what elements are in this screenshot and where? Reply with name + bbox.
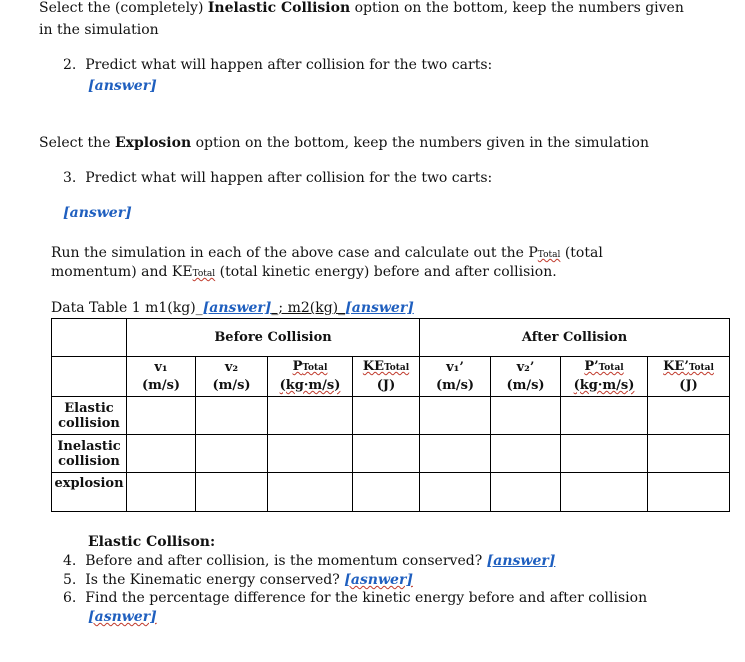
table-cell[interactable] xyxy=(491,435,561,473)
col-header-ketotal: KETotal (J) xyxy=(353,357,420,397)
table-cell[interactable] xyxy=(561,473,648,512)
table-cell[interactable] xyxy=(648,435,730,473)
col-header-v1: v₁ (m/s) xyxy=(127,357,196,397)
question-4: 4. Before and after collision, is the momentum conserved? [answer] xyxy=(63,553,556,569)
col-header-v2-prime: v₂’ (m/s) xyxy=(491,357,561,397)
table-cell[interactable] xyxy=(268,473,353,512)
table-cell[interactable] xyxy=(353,473,420,512)
table-row-explosion xyxy=(52,473,730,512)
col-header-ptotal-prime: P’Total (kg·m/s) xyxy=(561,357,648,397)
col-header-ptotal: PTotal (kg·m/s) xyxy=(268,357,353,397)
explosion-intro: Select the Explosion option on the bottom, keep the numbers given in the simulation xyxy=(39,135,649,151)
elastic-heading: Elastic Collison: xyxy=(88,534,216,550)
run-instructions-line-1: Run the simulation in each of the above case and calculate out the PTotal (total xyxy=(51,245,603,261)
inelastic-collision-text: Inelastic Collision xyxy=(207,0,351,16)
data-table xyxy=(51,318,730,512)
run-instructions-line-2: momentum) and KETotal (total kinetic energy) before and after collision. xyxy=(51,264,557,280)
question-5: 5. Is the Kinematic energy conserved? [asnwer] xyxy=(63,572,413,588)
table-cell[interactable] xyxy=(420,397,491,435)
table-cell[interactable] xyxy=(196,435,268,473)
table-cell[interactable] xyxy=(561,435,648,473)
table-row-inelastic xyxy=(52,435,730,473)
table-cell[interactable] xyxy=(353,435,420,473)
table-cell[interactable] xyxy=(353,397,420,435)
table-cell[interactable] xyxy=(127,397,196,435)
table-cell[interactable] xyxy=(268,435,353,473)
table-cell[interactable] xyxy=(127,435,196,473)
after-collision-header: After Collision xyxy=(420,319,730,357)
table-row-elastic xyxy=(52,397,730,435)
answer-field-q2[interactable]: [answer] xyxy=(88,78,157,94)
answer-field-q6[interactable]: [asnwer] xyxy=(88,609,157,625)
table-cell[interactable] xyxy=(420,435,491,473)
table-cell[interactable] xyxy=(561,397,648,435)
table-caption: Data Table 1 m1(kg)_[answer]_; m2(kg)_[answer] xyxy=(51,300,414,316)
question-6: 6. Find the percentage difference for the kinetic energy before and after collision xyxy=(63,590,648,606)
table-cell[interactable] xyxy=(196,473,268,512)
col-header-v1-prime: v₁’ (m/s) xyxy=(420,357,491,397)
table-cell[interactable] xyxy=(491,397,561,435)
answer-field-q5[interactable]: [asnwer] xyxy=(344,572,413,588)
row-label-inelastic: Inelastic collision xyxy=(52,435,127,473)
table-cell[interactable] xyxy=(420,473,491,512)
question-2: 2. Predict what will happen after collision for the two carts: xyxy=(63,57,493,73)
row-label-explosion: explosion xyxy=(52,473,127,512)
answer-field-m2[interactable]: [answer] xyxy=(345,300,414,316)
answer-field-m1[interactable]: [answer] xyxy=(202,300,272,316)
table-cell[interactable] xyxy=(648,397,730,435)
before-collision-header: Before Collision xyxy=(127,319,420,357)
table-cell[interactable] xyxy=(268,397,353,435)
intro-line-1: Select the (completely) Inelastic Collision option on the bottom, keep the numbers given xyxy=(39,0,684,16)
corner-cell xyxy=(52,319,127,357)
table-cell[interactable] xyxy=(196,397,268,435)
question-3: 3. Predict what will happen after collision for the two carts: xyxy=(63,170,493,186)
table-cell[interactable] xyxy=(491,473,561,512)
intro-line-2: in the simulation xyxy=(39,22,159,38)
table-cell[interactable] xyxy=(127,473,196,512)
answer-field-q4[interactable]: [answer] xyxy=(486,553,556,569)
col-header-v2: v₂ (m/s) xyxy=(196,357,268,397)
col-header-ketotal-prime: KE’Total (J) xyxy=(648,357,730,397)
table-cell[interactable] xyxy=(648,473,730,512)
answer-field-q3[interactable]: [answer] xyxy=(63,205,132,221)
row-label-elastic: Elastic collision xyxy=(52,397,127,435)
row-label-header xyxy=(52,357,127,397)
